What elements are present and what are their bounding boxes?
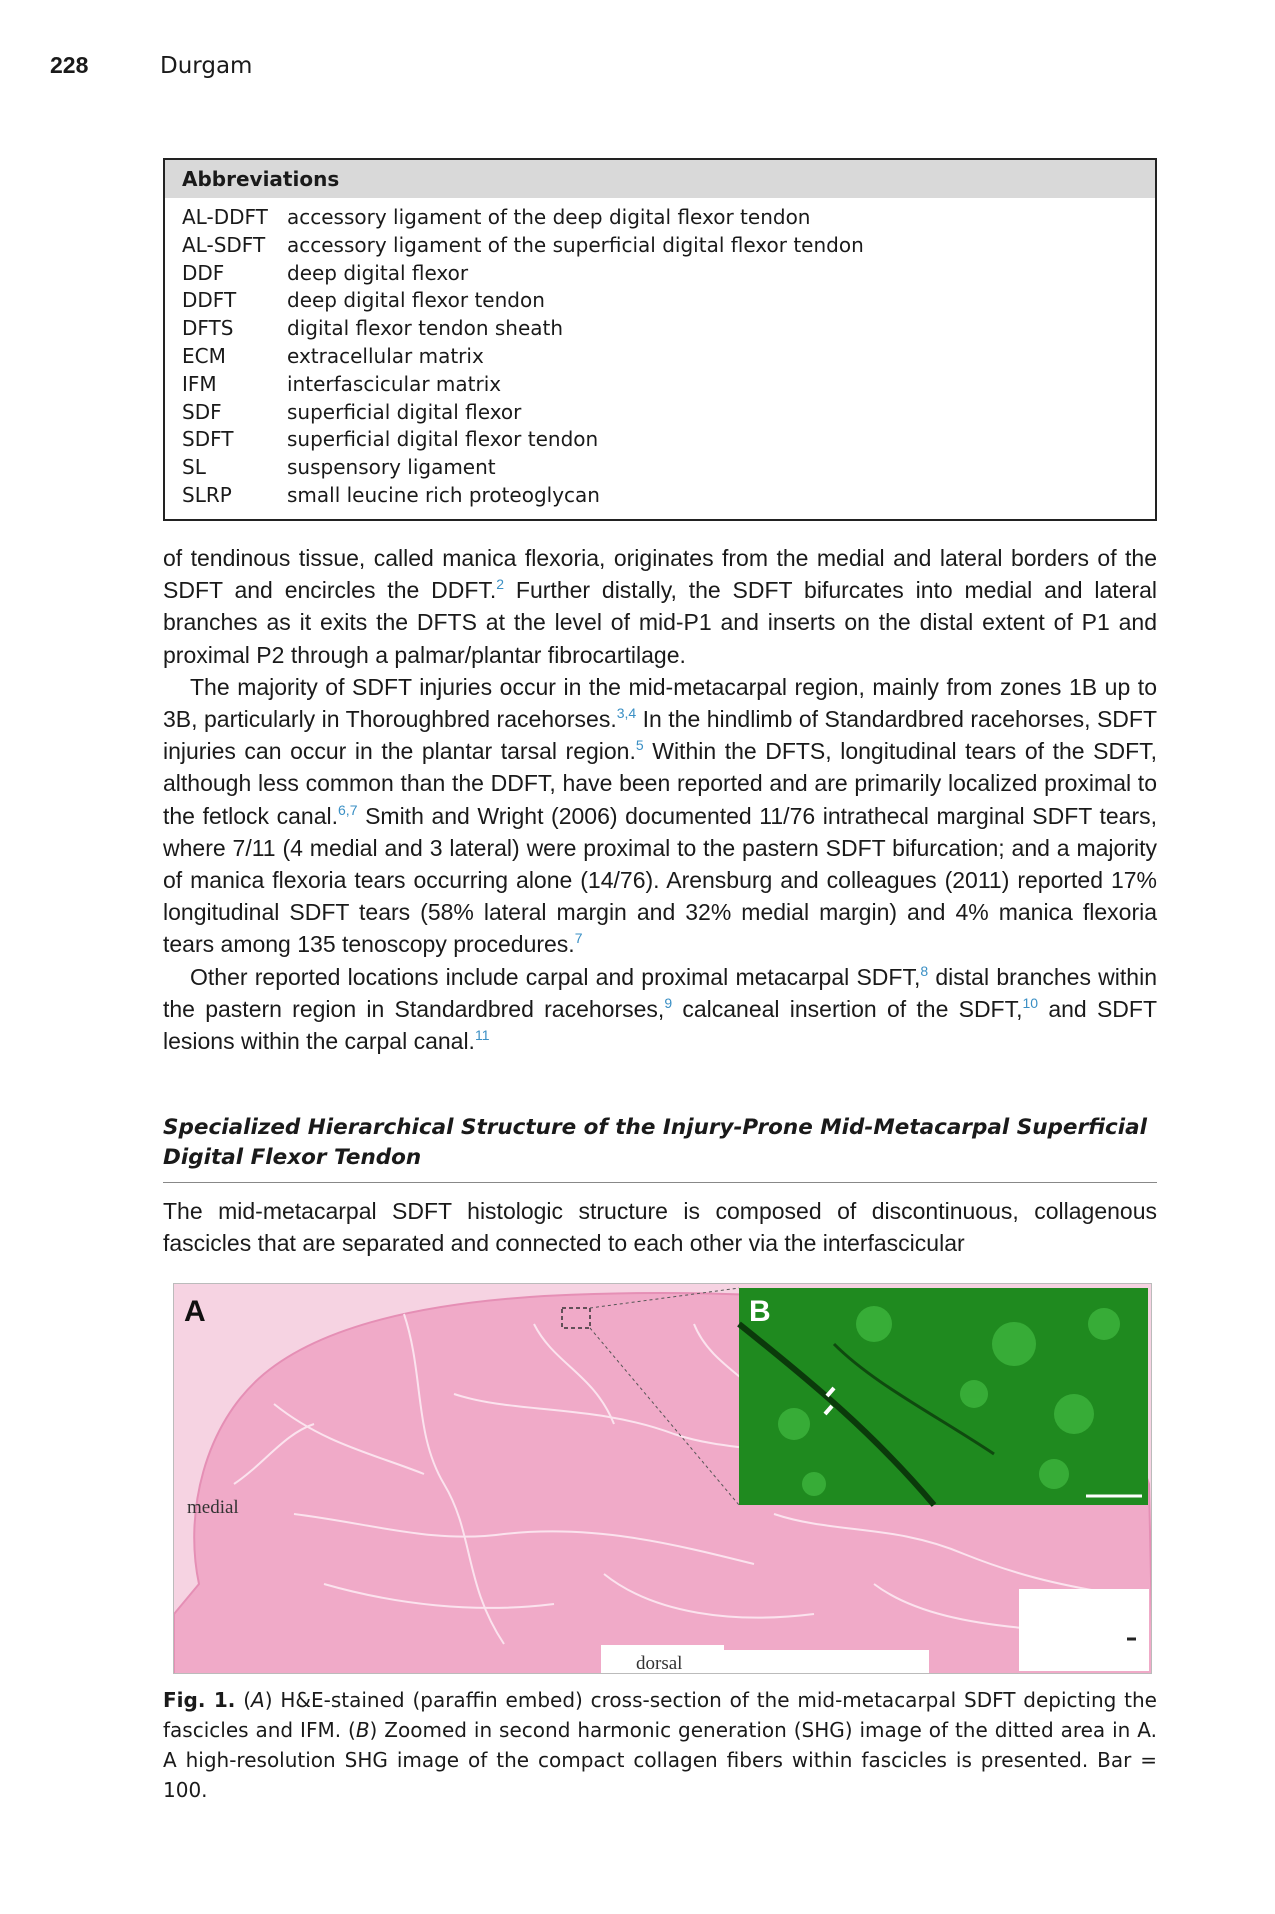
section-heading: Specialized Hierarchical Structure of the Injury-Prone Mid-Metacarpal Superficial Digital Flexor Tendon xyxy=(163,1115,1148,1170)
abbreviation-term: SL xyxy=(182,455,206,480)
abbreviation-definition: digital flexor tendon sheath xyxy=(287,316,564,341)
abbreviation-term: IFM xyxy=(182,371,217,396)
abbreviation-definition: superficial digital flexor tendon xyxy=(287,427,599,452)
abbreviation-row xyxy=(182,343,1155,371)
abbreviation-row xyxy=(182,287,1155,315)
abbreviation-term: DFTS xyxy=(182,316,234,341)
section-rule xyxy=(163,1182,1157,1183)
paragraph-4: The mid-metacarpal SDFT histologic structure is composed of discontinuous, collagenous fascicles that are separated and connected to each other via the interfascicular xyxy=(163,1198,1157,1257)
paragraph-2: The majority of SDFT injuries occur in the mid-metacarpal region, mainly from zones 1B up to 3B, particularly in Thoroughbred racehorses.$^{3,4}$ In the hindlimb of Standardbred racehorses, SDFT injuries can occur in the plantar tarsal region.$^5$ Within the DFTS, longitudinal tears of the SDFT, although less common than the DDFT, have been reported and are primarily localized proximal to the fetlock canal.$^{6,7}$ Smith and Wright (2006) documented 11/76 intrathecal marginal SDFT tears, where 7/11 (4 medial and 3 lateral) were proximal to the pastern SDFT bifurcation; and a majority of manica flexoria tears occurring alone (14/76). Arensburg and colleagues (2011) reported 17% longitudinal SDFT tears (58% lateral margin and 32% medial margin) and 4% manica flexoria tears among 135 tenoscopy procedures.$^7$ xyxy=(163,673,1158,958)
caption-label: Fig. 1. xyxy=(163,1688,236,1712)
abbreviation-term: ECM xyxy=(182,343,226,368)
paragraph-3: Other reported locations include carpal and proximal metacarpal SDFT,$^8$ distal branches within the pastern region in Standardbred racehorses,$^9$ calcaneal insertion of the SDFT,$^{10}$ and SDFT lesions within the carpal canal.$^{11}$ xyxy=(163,962,1157,1055)
abbreviation-row xyxy=(182,399,1155,427)
abbreviation-term: SLRP xyxy=(182,482,232,507)
figure-1 xyxy=(173,1283,1152,1674)
shg-inset xyxy=(739,1288,1148,1505)
panel-b-label: B xyxy=(749,1295,771,1328)
citation-link[interactable]: 10 xyxy=(1022,994,1039,1011)
label-dorsal: dorsal xyxy=(636,1653,683,1674)
figure-caption: Fig. 1. (A) H&E-stained (paraffin embed) cross-section of the mid-metacarpal SDFT depicting the fascicles and IFM. (B) Zoomed in second harmonic generation (SHG) image of the ditted area in A. A high-resolution SHG image of the compact collagen fibers within fascicles is presented. Bar = 100. xyxy=(163,1688,1157,1802)
abbreviation-row xyxy=(182,426,1155,454)
abbreviation-definition: extracellular matrix xyxy=(287,343,484,368)
abbreviations-box xyxy=(163,158,1157,521)
abbreviation-term: SDFT xyxy=(182,427,234,452)
label-medial: medial xyxy=(187,1497,239,1518)
abbreviation-definition: suspensory ligament xyxy=(287,455,496,480)
abbreviation-term: AL-DDFT xyxy=(182,205,268,229)
figure-image xyxy=(174,1284,1152,1674)
panel-a-label: A xyxy=(184,1295,206,1328)
body-text-bottom xyxy=(163,1195,1157,1259)
abbreviation-row xyxy=(182,204,1155,232)
abbreviation-definition: interfascicular matrix xyxy=(287,371,502,396)
citation-link[interactable]: 7 xyxy=(574,930,583,947)
abbreviation-row xyxy=(182,454,1155,482)
running-head xyxy=(50,52,252,79)
citation-link[interactable]: 5 xyxy=(635,737,644,754)
citation-link[interactable]: 6,7 xyxy=(338,801,358,818)
citation-link[interactable]: 9 xyxy=(664,994,673,1011)
citation-link[interactable]: 11 xyxy=(474,1027,490,1044)
citation-link[interactable]: 3,4 xyxy=(616,705,637,722)
abbreviation-definition: accessory ligament of the deep digital flexor tendon xyxy=(287,205,811,229)
running-author: Durgam xyxy=(160,53,253,79)
paragraph-1: of tendinous tissue, called manica flexoria, originates from the medial and lateral borders of the SDFT and encircles the DDFT.$^2$ Further distally, the SDFT bifurcates into medial and lateral branches as it exits the DFTS at the level of mid-P1 and inserts on the distal extent of P1 and proximal P2 through a palmar/plantar fibrocartilage. xyxy=(163,545,1157,668)
abbreviation-term: SDF xyxy=(182,399,222,424)
abbreviation-definition: superficial digital flexor xyxy=(287,399,522,424)
body-text-top xyxy=(163,542,1157,1057)
abbreviation-definition: accessory ligament of the superficial digital flexor tendon xyxy=(287,232,864,257)
abbreviation-term: DDF xyxy=(182,260,225,285)
abbreviation-term: DDFT xyxy=(182,288,237,313)
page-number: 228 xyxy=(50,52,89,78)
abbreviation-term: AL-SDFT xyxy=(182,232,266,257)
abbreviations-title: Abbreviations xyxy=(165,160,1155,198)
abbreviation-definition: deep digital flexor xyxy=(287,260,469,285)
citation-link[interactable]: 2 xyxy=(496,576,505,593)
abbreviation-row xyxy=(182,482,1155,510)
abbreviation-row xyxy=(182,260,1155,288)
abbreviation-definition: small leucine rich proteoglycan xyxy=(287,482,600,507)
citation-link[interactable]: 8 xyxy=(920,962,929,979)
abbreviation-definition: deep digital flexor tendon xyxy=(287,288,545,313)
abbreviation-row xyxy=(182,315,1155,343)
abbreviations-list xyxy=(165,198,1155,510)
abbreviation-row xyxy=(182,371,1155,399)
abbreviation-row xyxy=(182,232,1155,260)
